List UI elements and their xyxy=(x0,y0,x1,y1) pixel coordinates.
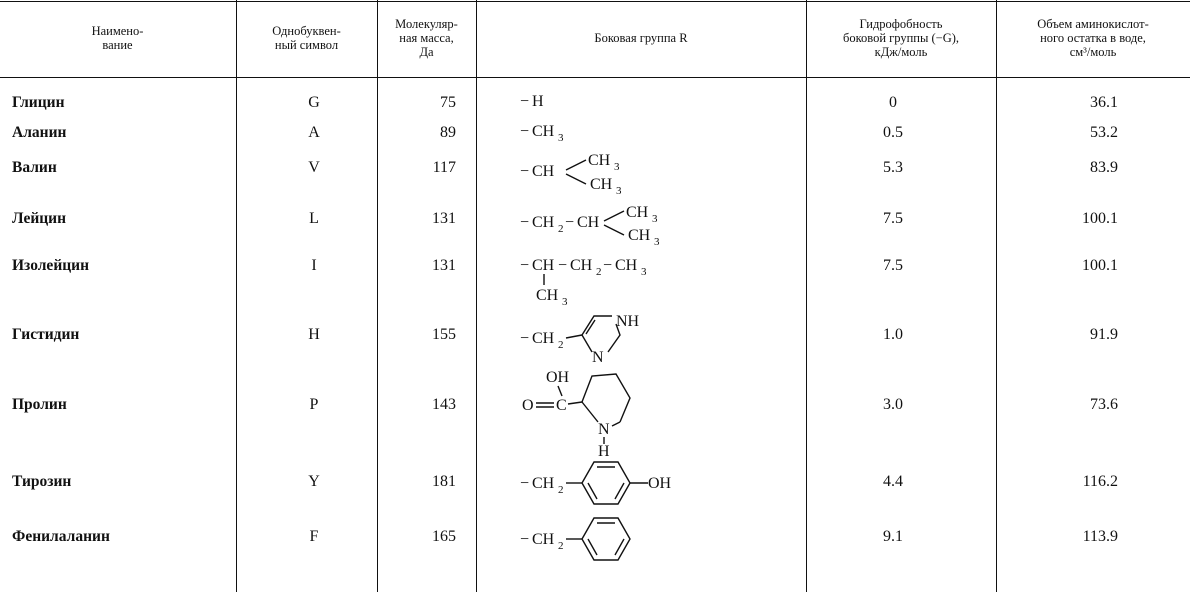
svg-text:−: − xyxy=(520,163,530,180)
side-group-formula xyxy=(520,304,680,368)
svg-text:−: − xyxy=(520,257,530,274)
svg-text:−: − xyxy=(520,475,530,492)
amino-acid-name: Тирозин xyxy=(12,473,72,490)
svg-text:N: N xyxy=(592,349,604,366)
side-group-formula xyxy=(520,452,690,516)
svg-text:−: − xyxy=(520,214,530,231)
svg-text:3: 3 xyxy=(616,185,622,197)
residue-volume: 73.6 xyxy=(1090,396,1118,413)
one-letter-symbol: A xyxy=(308,124,320,141)
molecular-mass: 131 xyxy=(432,257,456,274)
svg-text:2: 2 xyxy=(558,223,564,235)
hydrophobicity-value: 0 xyxy=(889,94,897,111)
svg-text:−: − xyxy=(565,214,575,231)
svg-text:3: 3 xyxy=(562,296,568,308)
svg-text:3: 3 xyxy=(558,132,564,144)
svg-text:CH: CH xyxy=(626,204,649,221)
header-symbol: Однобуквен- ный символ xyxy=(272,24,341,52)
side-group-formula xyxy=(520,508,650,572)
svg-text:CH: CH xyxy=(532,123,555,140)
column-divider xyxy=(806,0,807,592)
amino-acid-name: Фенилаланин xyxy=(12,528,110,545)
hydrophobicity-value: 7.5 xyxy=(883,257,903,274)
molecular-mass: 75 xyxy=(440,94,456,111)
one-letter-symbol: Y xyxy=(308,473,320,490)
svg-text:NH: NH xyxy=(616,313,640,330)
table-top-rule xyxy=(0,1,1190,2)
column-divider xyxy=(377,0,378,592)
side-group-formula xyxy=(520,197,700,249)
svg-text:CH: CH xyxy=(532,257,555,274)
side-group-formula xyxy=(520,250,700,306)
svg-text:2: 2 xyxy=(558,339,564,351)
hydrophobicity-value: 9.1 xyxy=(883,528,903,545)
svg-text:CH: CH xyxy=(577,214,600,231)
hydrophobicity-value: 7.5 xyxy=(883,210,903,227)
one-letter-symbol: P xyxy=(309,396,319,413)
svg-text:CH: CH xyxy=(532,330,555,347)
residue-volume: 91.9 xyxy=(1090,326,1118,343)
svg-text:−: − xyxy=(603,257,613,274)
hydrophobicity-value: 1.0 xyxy=(883,326,903,343)
amino-acid-name: Валин xyxy=(12,159,57,176)
side-group-formula xyxy=(520,364,660,460)
column-divider xyxy=(996,0,997,592)
molecular-mass: 131 xyxy=(432,210,456,227)
svg-text:3: 3 xyxy=(641,266,647,278)
molecular-mass: 155 xyxy=(432,326,456,343)
one-letter-symbol: G xyxy=(308,94,320,111)
residue-volume: 100.1 xyxy=(1082,210,1118,227)
molecular-mass: 89 xyxy=(440,124,456,141)
svg-text:CH: CH xyxy=(532,475,555,492)
svg-text:H: H xyxy=(598,443,610,460)
header-bottom-rule xyxy=(0,77,1190,78)
header-name: Наимено- вание xyxy=(91,24,144,52)
residue-volume: 100.1 xyxy=(1082,257,1118,274)
one-letter-symbol: V xyxy=(308,159,320,176)
svg-text:CH: CH xyxy=(588,152,611,169)
svg-text:2: 2 xyxy=(558,540,564,552)
one-letter-symbol: F xyxy=(309,528,319,545)
svg-text:CH: CH xyxy=(590,176,613,193)
header-mass: Молекуляр- ная масса, Да xyxy=(395,17,458,59)
header-side-group: Боковая группа R xyxy=(594,31,688,45)
svg-text:CH: CH xyxy=(536,287,559,304)
side-group-formula xyxy=(520,88,580,112)
hydrophobicity-value: 5.3 xyxy=(883,159,903,176)
svg-text:H: H xyxy=(532,93,544,110)
residue-volume: 36.1 xyxy=(1090,94,1118,111)
amino-acid-name: Глицин xyxy=(12,94,65,111)
svg-text:−: − xyxy=(558,257,568,274)
header-hydrophobicity: Гидрофобность боковой группы (−G), кДж/моль xyxy=(842,17,960,59)
molecular-mass: 117 xyxy=(432,159,456,176)
svg-text:CH: CH xyxy=(628,227,651,244)
svg-text:2: 2 xyxy=(596,266,602,278)
residue-volume: 83.9 xyxy=(1090,159,1118,176)
svg-text:−: − xyxy=(520,531,530,548)
side-group-formula xyxy=(520,118,600,146)
svg-text:OH: OH xyxy=(546,369,570,386)
svg-text:−: − xyxy=(520,123,530,140)
amino-acid-name: Гистидин xyxy=(12,326,80,343)
svg-text:CH: CH xyxy=(615,257,638,274)
svg-text:C: C xyxy=(556,397,567,414)
svg-text:N: N xyxy=(598,421,610,438)
molecular-mass: 181 xyxy=(432,473,456,490)
svg-text:O: O xyxy=(522,397,534,414)
svg-text:CH: CH xyxy=(532,163,555,180)
side-group-formula xyxy=(520,146,650,196)
svg-text:CH: CH xyxy=(570,257,593,274)
residue-volume: 113.9 xyxy=(1082,528,1118,545)
one-letter-symbol: I xyxy=(311,257,317,274)
svg-text:3: 3 xyxy=(652,213,658,225)
amino-acid-name: Аланин xyxy=(12,124,67,141)
svg-text:−: − xyxy=(520,93,530,110)
svg-text:3: 3 xyxy=(614,161,620,173)
residue-volume: 116.2 xyxy=(1082,473,1118,490)
one-letter-symbol: L xyxy=(309,210,319,227)
svg-text:3: 3 xyxy=(654,236,660,248)
hydrophobicity-value: 3.0 xyxy=(883,396,903,413)
svg-text:OH: OH xyxy=(648,475,672,492)
svg-text:CH: CH xyxy=(532,214,555,231)
molecular-mass: 143 xyxy=(432,396,456,413)
svg-text:CH: CH xyxy=(532,531,555,548)
svg-text:2: 2 xyxy=(558,484,564,496)
residue-volume: 53.2 xyxy=(1090,124,1118,141)
hydrophobicity-value: 4.4 xyxy=(883,473,903,490)
amino-acid-name: Лейцин xyxy=(12,210,67,227)
one-letter-symbol: H xyxy=(308,326,320,343)
column-divider xyxy=(476,0,477,592)
molecular-mass: 165 xyxy=(432,528,456,545)
hydrophobicity-value: 0.5 xyxy=(883,124,903,141)
header-volume: Объем аминокислот- ного остатка в воде, см³/моль xyxy=(1037,17,1149,59)
amino-acid-name: Пролин xyxy=(12,396,67,413)
amino-acid-name: Изолейцин xyxy=(12,257,90,274)
column-divider xyxy=(236,0,237,592)
svg-text:−: − xyxy=(520,330,530,347)
